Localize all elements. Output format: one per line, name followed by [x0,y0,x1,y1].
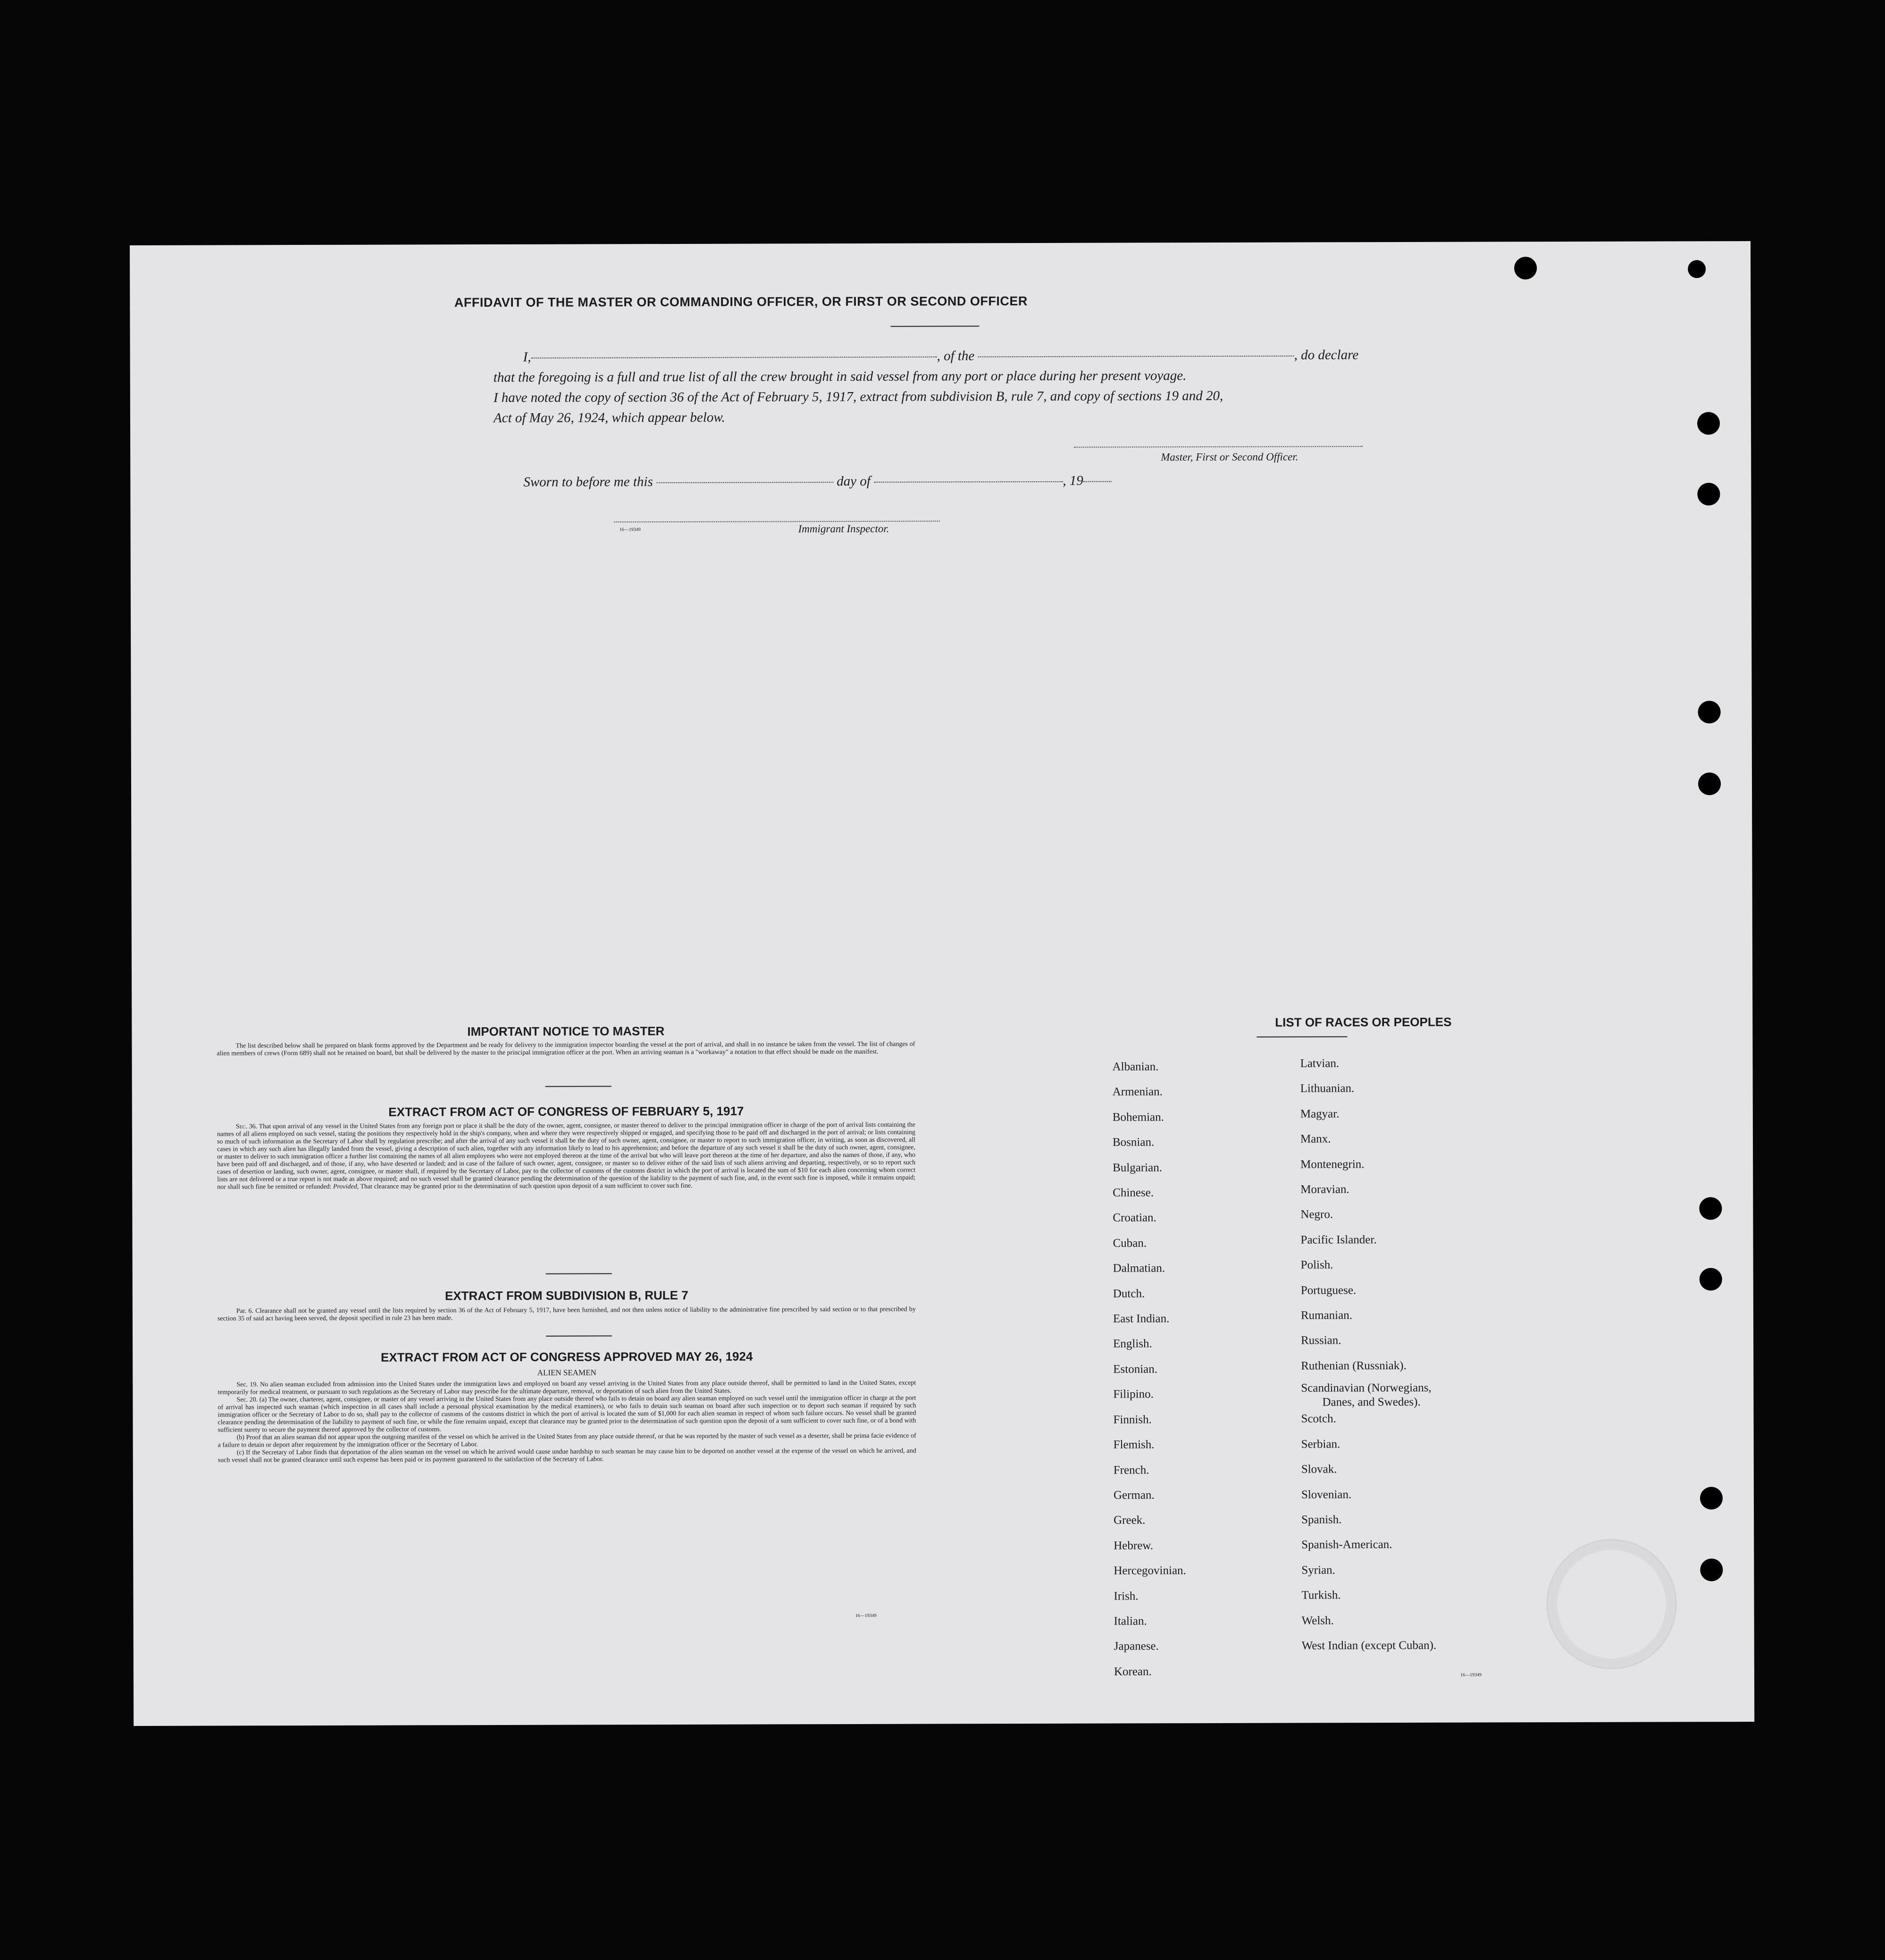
signature-caption: Master, First or Second Officer. [1161,451,1299,463]
affidavit-line-3: I have noted the copy of section 36 of the Act of February 5, 1917, extract from subdivision B, rule 7, and copy of sections 19 and 20, [493,388,1223,405]
month-blank [874,481,1063,483]
sworn-line [523,471,1111,493]
date-blank [656,482,833,483]
race-item: Bulgarian. [1113,1161,1163,1174]
races-divider [1257,1036,1347,1038]
notice-divider [545,1086,612,1087]
punch-hole [1697,412,1720,435]
rule7-text: Par. 6. Clearance shall not be granted any vessel until the lists required by section 36 of the Act of February 5, 1917, have been furnished, and not then unless notice of liability to the administrative fine prescribed by said section or to that prescribed by section 35 of said act having been served, the deposit specified in rule 23 has been made. [217,1306,916,1323]
form-number: 16—19349 [619,527,641,533]
extract-1924-body [218,1380,916,1465]
affidavit-line-1 [523,345,1359,368]
race-item: Italian. [1114,1615,1147,1628]
race-item: Spanish. [1301,1513,1342,1526]
year-text: , 19 [1063,473,1083,488]
affidavit-of-the: , of the [937,348,975,364]
form-number-races: 16—19349 [1460,1672,1482,1678]
race-item: Spanish-American. [1301,1538,1392,1551]
race-item: Bosnian. [1112,1136,1155,1149]
document-page [130,241,1754,1726]
race-item: Scandinavian (Norwegians, [1301,1382,1432,1395]
race-item: Scotch. [1301,1412,1336,1425]
race-item: Lithuanian. [1300,1082,1355,1095]
signature-line [1074,446,1363,448]
section-20c-text: (c) If the Secretary of Labor finds that deportation of the alien seaman on the vessel on which he arrived would cause undue hardship to such seaman he may cause him to be deported on another vessel at the expense of the vessel on which he arrived, and such vessel shall not be granted clearance until such expense has been paid or its payment guaranteed to the satisfaction of the Secretary of Labor. [218,1447,916,1464]
section-19-text: Sec. 19. No alien seaman excluded from admission into the United States under the immigration laws and employed on board any vessel arriving in the United States from any place outside thereof, shall be permitted to land in the United States, except temporarily for medical treatment, or pursuant to such regulations as the Secretary of Labor may prescribe for the ultimate departure, removal, or deportation of such alien from the United States. [218,1379,916,1396]
race-item: Portuguese. [1300,1283,1357,1297]
alien-seamen-subtitle: ALIEN SEAMEN [537,1368,596,1377]
punch-hole [1699,1197,1722,1220]
punch-hole [1697,483,1720,505]
race-item: Turkish. [1301,1589,1341,1602]
provided-text: Provided, [333,1183,359,1190]
notice-text: The list described below shall be prepared on blank forms approved by the Department and be ready for delivery to the immigration inspector boarding the vessel at the port of arrival, and shall in no instance be taken from the vessel. The list of changes of alien members of crews (Form 689) shall not be retained on board, but shall be delivered by the master to the principal immigration officer at the port. When an arriving seaman is a "workaway" a notation to that effect should be made on the manifest. [217,1040,915,1057]
section-36-label: Sec. 36. [235,1123,258,1131]
race-item: Armenian. [1112,1085,1163,1098]
race-item: Russian. [1301,1334,1341,1347]
race-item: Montenegrin. [1300,1157,1365,1171]
race-item: Croatian. [1113,1211,1156,1224]
race-item: Estonian. [1113,1363,1158,1376]
punch-hole [1700,1558,1723,1581]
section-20b-text: (b) Proof that an alien seaman did not appear upon the outgoing manifest of the vessel on which he arrived in the United States from any place outside thereof, or that he was reported by the master of such vessel as a deserter, shall be prima facie evidence of a failure to detain or deport after requirement by the immigration officer or the Secretary of Labor. [218,1432,916,1449]
race-item: Pacific Islander. [1300,1233,1377,1247]
extract-1924-title: EXTRACT FROM ACT OF CONGRESS APPROVED MAY 26, 1924 [380,1349,753,1365]
affidavit-title: AFFIDAVIT OF THE MASTER OR COMMANDING OFFICER, OR FIRST OR SECOND OFFICER [454,294,1028,310]
extract-1917-title: EXTRACT FROM ACT OF CONGRESS OF FEBRUARY 5, 1917 [388,1104,744,1119]
punch-hole [1688,260,1706,278]
embossed-seal [1546,1539,1677,1669]
race-item: Greek. [1114,1514,1146,1527]
race-item: Slovenian. [1301,1488,1352,1501]
race-item: Bohemian. [1112,1111,1164,1124]
race-item: Dutch. [1113,1287,1145,1300]
race-item: Syrian. [1301,1564,1335,1577]
section-36-text-end: That clearance may be granted prior to the determination of such question upon deposit of a sum sufficient to cover such fine. [360,1182,693,1190]
race-item: Irish. [1114,1589,1139,1603]
race-item: Filipino. [1113,1388,1154,1401]
race-item: Japanese. [1114,1640,1159,1653]
race-item: Slovak. [1301,1463,1337,1476]
sworn-text: Sworn to before me this [523,474,653,490]
extract-1917-divider [546,1273,612,1274]
punch-hole [1698,772,1721,795]
race-item: Finnish. [1113,1413,1152,1426]
form-number-bottom: 16—19349 [855,1613,877,1618]
race-item: Albanian. [1112,1060,1159,1073]
race-item: Magyar. [1300,1107,1340,1121]
race-item: German. [1113,1489,1155,1502]
title-divider [890,326,979,327]
race-item: Latvian. [1300,1057,1340,1070]
races-title: LIST OF RACES OR PEOPLES [1275,1014,1452,1030]
race-item: Hercegovinian. [1114,1564,1186,1577]
section-20a-text: Sec. 20. (a) The owner, charterer, agent, consignee, or master of any vessel arriving in the United States from any place outside thereof who fails to detain on board any alien seaman employed on such vessel until the immigration officer in charge at the port of arrival has inspected such seaman (which inspection in all cases shall include a personal physical examination by the medical examiners), or who fails to detain such seaman on board after such inspection or to deport such seaman if required by such immigration officer or the Secretary of Labor to do so, shall pay to the collector of customs of the customs district in which the port of arrival is located the sum of $1,000 for each alien seaman in respect of whom such failure occurs. No vessel shall be granted clearance pending the determination of the liability to payment of such fine, or while the fine remains unpaid, except that clearance may be granted prior to the determination of such question upon the deposit of a sum sufficient to cover such fine, or of a bond with sufficient surety to secure the payment thereof approved by the collector of customs. [218,1394,916,1434]
section-36-text: That upon arrival of any vessel in the United States from any foreign port or place it shall be the duty of the owner, agent, consignee, or master thereof to deliver to the principal immigration officer in charge of the port of arrival lists containing the names of all aliens employed on such vessel, stating the positions they respectively hold in the ship's company, when and where they were respectively shipped or engaged, and specifying those to be paid off and discharged in the port of arrival; or lists containing so much of such information as the Secretary of Labor shall by regulation prescribe; and after the arrival of any such vessel it shall be the duty of such owner, agent, consignee, or master to report to such immigration officer, in writing, as soon as discovered, all cases in which any such alien has illegally landed from the vessel, giving a description of such alien, together with any information likely to lead to his apprehension; and before the departure of any such vessel it shall be the duty of such owner, agent, consignee, or master to deliver to such immigration officer a further list containing the names of all alien employees who were not employed thereon at the time of the arrival but who will leave port thereon at the time of her departure, and also the names of those, if any, who have been paid off and discharged, and of those, if any, who have deserted or landed; and in case of the failure of such owner, agent, consignee, or master so to deliver either of the said lists of such aliens arriving and departing, respectively, or so to report such cases of desertion or landing, such owner, agent, consignee, or master shall, if required by the Secretary of Labor, pay to the collector of customs of the customs district in which the port of arrival is located the sum of $10 for each alien concerning whom correct lists are not delivered or a true report is not made as above required; and no such vessel shall be granted clearance pending the determination of the question of the liability to the payment of such fine, and, in the event such fine is imposed, while it remains unpaid; nor shall such fine be remitted or refunded: [217,1121,916,1191]
race-item: Hebrew. [1114,1539,1154,1552]
races-right-column [1300,1051,1436,1658]
race-item: Negro. [1300,1208,1333,1221]
rule7-divider [546,1335,612,1336]
punch-hole [1698,701,1721,723]
race-item: Ruthenian (Russniak). [1301,1359,1407,1373]
races-left-column [1112,1054,1186,1684]
race-item: French. [1113,1463,1149,1477]
affidavit-i: I, [523,349,531,365]
punch-hole [1700,1268,1722,1290]
race-item: Chinese. [1113,1186,1154,1199]
race-item: Danes, and Swedes). [1322,1396,1421,1409]
punch-hole [1700,1487,1723,1509]
affidavit-line-2: that the foregoing is a full and true list of all the crew brought in said vessel from any port or place during her present voyage. [493,368,1187,385]
name-blank [531,357,937,359]
race-item: English. [1113,1337,1152,1351]
affidavit-do-declare: , do declare [1294,347,1359,363]
race-item: Flemish. [1113,1438,1155,1451]
race-item: East Indian. [1113,1312,1170,1325]
notice-title: IMPORTANT NOTICE TO MASTER [467,1024,665,1039]
race-item: Welsh. [1301,1614,1334,1627]
race-item: Korean. [1114,1665,1152,1678]
race-item: Polish. [1300,1258,1333,1272]
race-item: Serbian. [1301,1437,1340,1451]
race-item: Cuban. [1113,1237,1147,1250]
race-item: West Indian (except Cuban). [1301,1639,1437,1652]
rule7-title: EXTRACT FROM SUBDIVISION B, RULE 7 [444,1288,688,1303]
punch-hole [1514,257,1537,279]
inspector-caption: Immigrant Inspector. [798,522,889,535]
vessel-blank [978,356,1294,358]
race-item: Rumanian. [1300,1309,1352,1322]
inspector-signature-line [614,521,940,523]
day-of-text: day of [837,473,871,489]
extract-1917-text [217,1122,915,1191]
race-item: Manx. [1300,1132,1331,1146]
race-item: Dalmatian. [1113,1262,1165,1275]
year-blank [1083,481,1112,482]
affidavit-line-4: Act of May 26, 1924, which appear below. [493,410,725,426]
race-item: Moravian. [1300,1183,1349,1196]
